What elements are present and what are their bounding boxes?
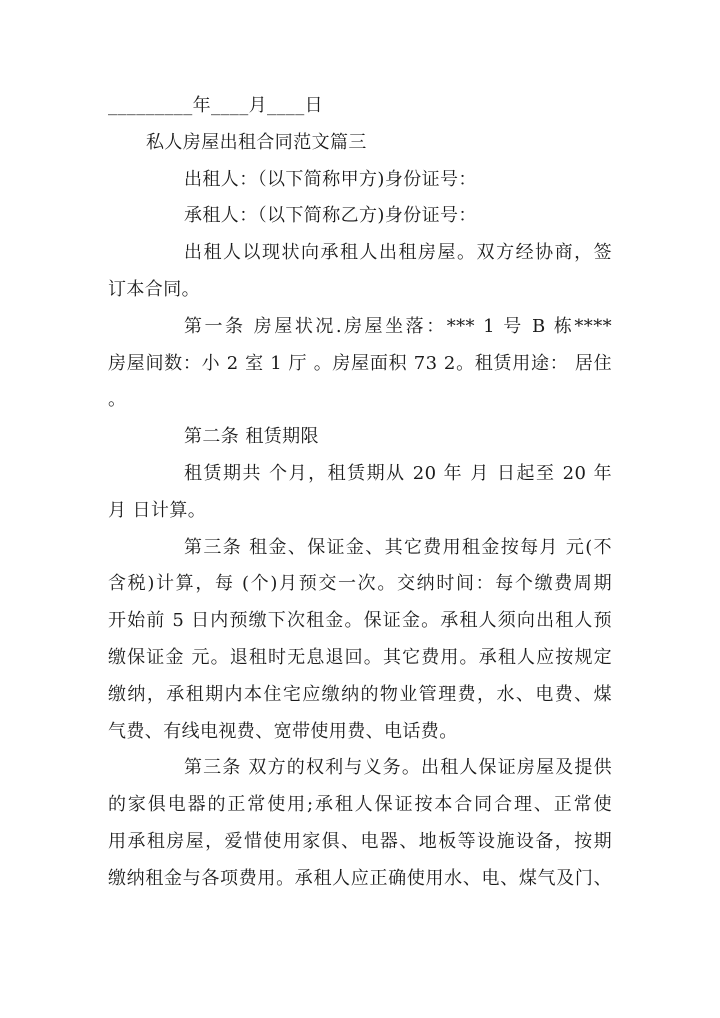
paragraph-line: 租赁期共 个月，租赁期从 20 年 月 日起至 20 年 bbox=[184, 462, 612, 484]
paragraph-line: 缴纳租金与各项费用。承租人应正确使用水、电、煤气及门、 bbox=[108, 867, 612, 889]
paragraph-line: 用承租房屋，爱惜使用家俱、电器、地板等设施设备，按期 bbox=[108, 830, 612, 852]
paragraph-line: 开始前 5 日内预缴下次租金。保证金。承租人须向出租人预 bbox=[108, 610, 612, 632]
article-2-heading: 第二条 租赁期限 bbox=[184, 426, 319, 448]
document-title: 私人房屋出租合同范文篇三 bbox=[146, 131, 367, 153]
paragraph-line: 缴保证金 元。退租时无息退回。其它费用。承租人应按规定 bbox=[108, 646, 612, 668]
document-page bbox=[108, 88, 612, 898]
paragraph-line: 。 bbox=[108, 389, 127, 411]
paragraph-line: 含税)计算，每 (个)月预交一次。交纳时间：每个缴费周期 bbox=[108, 573, 612, 595]
lessee-line: 承租人：（以下简称乙方)身份证号： bbox=[184, 205, 477, 227]
lessor-line: 出租人：（以下简称甲方)身份证号： bbox=[184, 168, 477, 190]
article-3-heading: 第三条 租金、保证金、其它费用租金按每月 元(不 bbox=[184, 536, 612, 558]
paragraph-line: 的家俱电器的正常使用;承租人保证按本合同合理、正常使 bbox=[108, 794, 612, 816]
paragraph-line: 月 日计算。 bbox=[108, 499, 207, 521]
paragraph-line: 出租人以现状向承租人出租房屋。双方经协商，签 bbox=[184, 242, 612, 264]
date-line: _________年____月____日 bbox=[108, 95, 323, 116]
paragraph-line: 订本合同。 bbox=[108, 278, 200, 300]
paragraph-line: 缴纳，承租期内本住宅应缴纳的物业管理费，水、电费、煤 bbox=[108, 683, 612, 705]
article-3b-heading: 第三条 双方的权利与义务。出租人保证房屋及提供 bbox=[184, 757, 612, 779]
paragraph-line: 气费、有线电视费、宽带使用费、电话费。 bbox=[108, 720, 458, 742]
paragraph-line: 房屋间数：小 2 室 1 厅 。房屋面积 73 2。租赁用途： 居住 bbox=[108, 352, 612, 374]
article-1-heading: 第一条 房屋状况.房屋坐落：*** 1 号 B 栋**** bbox=[184, 315, 612, 337]
